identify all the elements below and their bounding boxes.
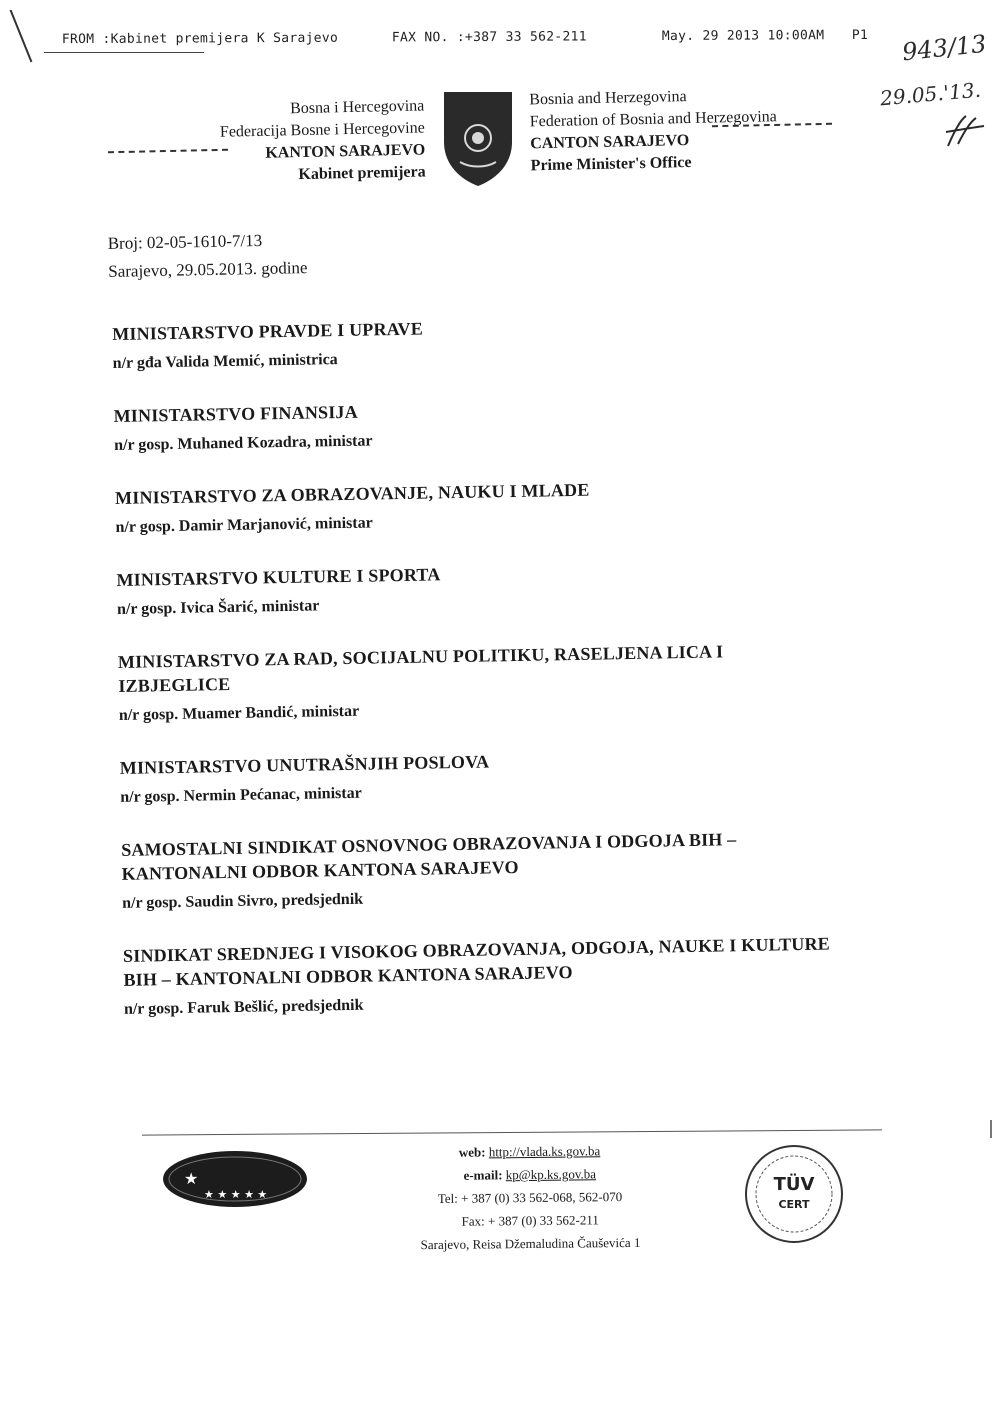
- recipient-attention: n/r gosp. Damir Marjanović, ministar: [115, 514, 373, 536]
- recipient-attention: n/r gosp. Nermin Pećanac, ministar: [120, 784, 362, 806]
- fax-date-time: May. 29 2013 10:00AM: [661, 28, 825, 45]
- recipient-entry: [115, 473, 836, 540]
- recipient-attention: n/r gosp. Saudin Sivro, predsjednik: [122, 890, 364, 912]
- handwritten-registration-number: 943/13: [900, 29, 988, 67]
- recipient-attention: n/r gosp. Faruk Bešlić, predsjednik: [123, 996, 364, 1018]
- footer-phone: Tel: + 387 (0) 33 562-068, 562-070: [437, 1189, 623, 1206]
- canton-coat-of-arms-icon: [438, 88, 518, 188]
- footer-divider: [142, 1129, 882, 1135]
- cert-brand-text: TÜV: [773, 1174, 815, 1195]
- letterhead-federation: Federacija Bosne i Hercegovine: [219, 119, 425, 141]
- recipient-entry: [123, 931, 844, 1022]
- handwritten-initials: [940, 112, 990, 152]
- fax-page-number: P1: [851, 27, 869, 44]
- recipient-organization: MINISTARSTVO ZA OBRAZOVANJE, NAUKU I MLADE: [114, 479, 590, 508]
- letterhead-country-en: Bosnia and Herzegovina: [529, 88, 687, 109]
- handwritten-registration-date: 29.05.'13.: [879, 77, 982, 111]
- recipient-attention: n/r gosp. Ivica Šarić, ministar: [116, 597, 320, 618]
- corner-pen-mark: [10, 10, 33, 63]
- recipient-organization: MINISTARSTVO FINANSIJA: [113, 401, 359, 426]
- footer-email-link[interactable]: kp@kp.ks.gov.ba: [505, 1166, 597, 1183]
- tuv-certification-seal-icon: [742, 1142, 846, 1246]
- fax-from: FROM :Kabinet premijera K Sarajevo: [61, 30, 339, 48]
- cert-label-text: CERT: [778, 1198, 810, 1211]
- recipient-attention: n/r gosp. Muhaned Kozadra, ministar: [114, 432, 373, 454]
- letterhead-canton-en: CANTON SARAJEVO: [530, 132, 690, 153]
- recipient-organization: MINISTARSTVO UNUTRAŠNJIH POSLOVA: [119, 751, 490, 778]
- footer-web-line: [389, 1139, 669, 1165]
- recipient-organization: SAMOSTALNI SINDIKAT OSNOVNOG OBRAZOVANJA I ODGOJA BIH – KANTONALNI ODBOR KANTONA SARAJEVO: [121, 829, 737, 884]
- footer-web-label: web:: [458, 1144, 486, 1160]
- footer-email-line: [390, 1162, 670, 1188]
- recipient-entry: [112, 309, 833, 376]
- letterhead-office: Kabinet premijera: [298, 163, 426, 184]
- letterhead-bosnian: [179, 95, 426, 188]
- recipient-entry: [113, 391, 834, 458]
- svg-text:★: ★: [184, 1169, 199, 1188]
- footer-contact-block: [389, 1139, 670, 1257]
- recipient-entry: [120, 743, 841, 810]
- letterhead-canton: KANTON SARAJEVO: [265, 141, 426, 162]
- fax-header-underline: [44, 52, 204, 53]
- fax-number: FAX NO. :+387 33 562-211: [391, 29, 587, 46]
- svg-text:★ ★ ★ ★ ★: ★ ★ ★ ★ ★: [204, 1188, 268, 1201]
- footer-web-link[interactable]: http://vlada.ks.gov.ba: [488, 1143, 601, 1160]
- recipient-entry: [121, 825, 842, 916]
- reference-number: Broj: 02-05-1610-7/13: [107, 230, 263, 253]
- recipient-list: [112, 309, 845, 1049]
- footer-address: Sarajevo, Reisa Džemaludina Čauševića 1: [420, 1234, 641, 1253]
- recipient-organization: MINISTARSTVO KULTURE I SPORTA: [116, 564, 441, 590]
- page-edge-mark: [990, 1120, 992, 1138]
- recipient-organization: SINDIKAT SREDNJEG I VISOKOG OBRAZOVANJA, ODGOJA, NAUKE I KULTURE BIH – KANTONALNI ODBOR KANTONA SARAJEVO: [122, 933, 831, 990]
- recipient-organization: MINISTARSTVO PRAVDE I UPRAVE: [112, 318, 424, 344]
- letterhead-country: Bosna i Hercegovina: [289, 97, 425, 118]
- letterhead-english: [529, 83, 851, 178]
- recipient-entry: [116, 555, 837, 622]
- letterhead-federation-en: Federation of Bosnia and Herzegovina: [529, 108, 777, 131]
- recipient-organization: MINISTARSTVO ZA RAD, SOCIJALNU POLITIKU, RASELJENA LICA I IZBJEGLICE: [117, 641, 724, 696]
- footer-email-label: e-mail:: [463, 1167, 503, 1183]
- recipient-attention: n/r gosp. Muamer Bandić, ministar: [118, 702, 360, 724]
- footer-fax: Fax: + 387 (0) 33 562-211: [461, 1212, 599, 1229]
- recipient-entry: [118, 637, 839, 728]
- recipient-attention: n/r gđa Valida Memić, ministrica: [112, 351, 338, 372]
- reference-place-date: Sarajevo, 29.05.2013. godine: [108, 258, 308, 281]
- eu-stars-logo-icon: [160, 1148, 310, 1210]
- reference-block: [107, 226, 307, 286]
- letterhead-office-en: Prime Minister's Office: [530, 153, 692, 175]
